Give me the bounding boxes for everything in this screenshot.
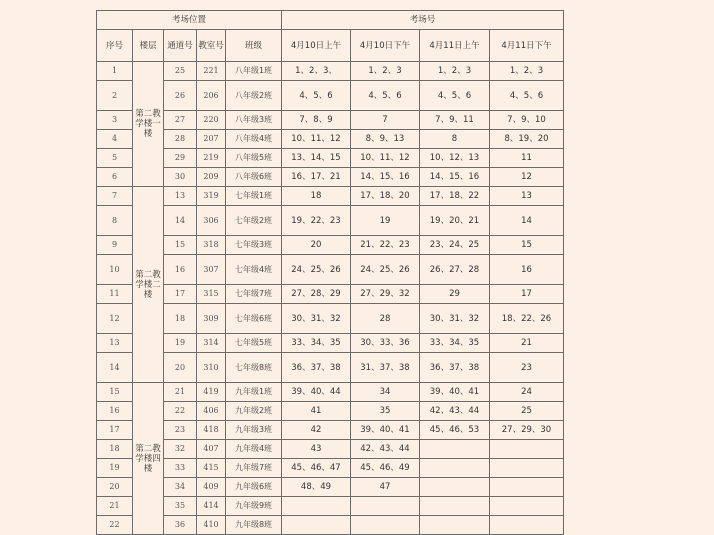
seq-cell: 9 xyxy=(97,236,133,255)
class-cell: 八年级1班 xyxy=(226,62,282,81)
seq-cell: 7 xyxy=(97,187,133,206)
exam-room-cell: 1、2、3、 xyxy=(282,62,351,81)
exam-room-cell: 21、22、23 xyxy=(351,236,420,255)
column-header: 4月10日上午 xyxy=(282,30,351,62)
exam-room-cell: 19、22、23 xyxy=(282,206,351,236)
table-row xyxy=(97,459,564,478)
group-header-exam: 考场号 xyxy=(282,11,564,30)
room-cell: 318 xyxy=(197,236,226,255)
table-row xyxy=(97,421,564,440)
exam-room-cell: 17、18、20 xyxy=(351,187,420,206)
exam-room-cell: 8 xyxy=(420,130,490,149)
exam-room-cell: 4、5、6 xyxy=(351,81,420,111)
seq-cell: 14 xyxy=(97,353,133,383)
seq-cell: 16 xyxy=(97,402,133,421)
group-header-location: 考场位置 xyxy=(97,11,282,30)
exam-room-cell: 24 xyxy=(490,383,564,402)
class-cell: 九年级9班 xyxy=(226,497,282,516)
column-header: 4月10日下午 xyxy=(351,30,420,62)
exam-room-cell: 7 xyxy=(351,111,420,130)
table-row xyxy=(97,81,564,111)
seq-cell: 18 xyxy=(97,440,133,459)
table-row xyxy=(97,478,564,497)
exam-room-cell: 23 xyxy=(490,353,564,383)
channel-cell: 27 xyxy=(164,111,197,130)
exam-room-cell: 42 xyxy=(282,421,351,440)
exam-room-table xyxy=(96,10,564,535)
exam-room-cell: 14 xyxy=(490,206,564,236)
seq-cell: 6 xyxy=(97,168,133,187)
table-row xyxy=(97,111,564,130)
exam-room-cell: 17、18、22 xyxy=(420,187,490,206)
class-cell: 八年级5班 xyxy=(226,149,282,168)
exam-room-cell: 39、40、44 xyxy=(282,383,351,402)
seq-cell: 12 xyxy=(97,304,133,334)
exam-room-cell: 15 xyxy=(490,236,564,255)
exam-room-cell: 33、34、35 xyxy=(420,334,490,353)
table-row xyxy=(97,285,564,304)
table-row xyxy=(97,149,564,168)
room-cell: 206 xyxy=(197,81,226,111)
seq-cell: 21 xyxy=(97,497,133,516)
room-cell: 307 xyxy=(197,255,226,285)
exam-room-cell: 12 xyxy=(490,168,564,187)
exam-room-cell: 16 xyxy=(490,255,564,285)
table-row xyxy=(97,304,564,334)
exam-room-cell: 11 xyxy=(490,149,564,168)
exam-room-cell xyxy=(420,459,490,478)
table-row xyxy=(97,206,564,236)
exam-room-cell xyxy=(490,497,564,516)
exam-room-cell: 17 xyxy=(490,285,564,304)
exam-room-cell: 8、9、13 xyxy=(351,130,420,149)
class-cell: 八年级4班 xyxy=(226,130,282,149)
exam-room-cell: 14、15、16 xyxy=(420,168,490,187)
exam-room-cell: 42、43、44 xyxy=(420,402,490,421)
exam-room-cell: 35 xyxy=(351,402,420,421)
floor-cell: 第二教学楼四楼 xyxy=(133,383,164,535)
seq-cell: 15 xyxy=(97,383,133,402)
channel-cell: 23 xyxy=(164,421,197,440)
table-row xyxy=(97,353,564,383)
class-cell: 七年级8班 xyxy=(226,353,282,383)
exam-room-cell: 26、27、28 xyxy=(420,255,490,285)
channel-cell: 33 xyxy=(164,459,197,478)
exam-room-cell xyxy=(420,497,490,516)
exam-room-cell: 16、17、21 xyxy=(282,168,351,187)
exam-room-cell: 34 xyxy=(351,383,420,402)
exam-room-cell: 18 xyxy=(282,187,351,206)
floor-cell: 第二教学楼二楼 xyxy=(133,187,164,383)
room-cell: 221 xyxy=(197,62,226,81)
channel-cell: 19 xyxy=(164,334,197,353)
exam-room-cell: 28 xyxy=(351,304,420,334)
exam-room-cell xyxy=(490,440,564,459)
class-cell: 八年级2班 xyxy=(226,81,282,111)
seq-cell: 20 xyxy=(97,478,133,497)
table-row xyxy=(97,255,564,285)
exam-room-cell xyxy=(351,497,420,516)
exam-room-cell: 7、9、11 xyxy=(420,111,490,130)
exam-room-cell: 21 xyxy=(490,334,564,353)
exam-room-cell: 24、25、26 xyxy=(282,255,351,285)
exam-room-cell: 27、29、32 xyxy=(351,285,420,304)
table-row xyxy=(97,130,564,149)
room-cell: 219 xyxy=(197,149,226,168)
seq-cell: 5 xyxy=(97,149,133,168)
exam-room-cell: 29 xyxy=(420,285,490,304)
room-cell: 406 xyxy=(197,402,226,421)
column-header: 教室号 xyxy=(197,30,226,62)
exam-room-cell: 20 xyxy=(282,236,351,255)
room-cell: 314 xyxy=(197,334,226,353)
room-cell: 409 xyxy=(197,478,226,497)
exam-room-cell: 10、12、13 xyxy=(420,149,490,168)
room-cell: 419 xyxy=(197,383,226,402)
exam-room-cell: 42、43、44 xyxy=(351,440,420,459)
room-cell: 410 xyxy=(197,516,226,535)
exam-room-cell: 27、28、29 xyxy=(282,285,351,304)
class-cell: 九年级7班 xyxy=(226,459,282,478)
channel-cell: 15 xyxy=(164,236,197,255)
table-row xyxy=(97,334,564,353)
exam-room-cell: 33、34、35 xyxy=(282,334,351,353)
exam-room-cell: 30、31、32 xyxy=(282,304,351,334)
class-cell: 九年级8班 xyxy=(226,516,282,535)
channel-cell: 34 xyxy=(164,478,197,497)
room-cell: 418 xyxy=(197,421,226,440)
exam-room-cell: 13 xyxy=(490,187,564,206)
class-cell: 七年级4班 xyxy=(226,255,282,285)
room-cell: 310 xyxy=(197,353,226,383)
class-cell: 八年级3班 xyxy=(226,111,282,130)
exam-room-cell: 30、31、32 xyxy=(420,304,490,334)
room-cell: 306 xyxy=(197,206,226,236)
exam-room-cell: 4、5、6 xyxy=(490,81,564,111)
column-header: 4月11日上午 xyxy=(420,30,490,62)
exam-room-cell: 41 xyxy=(282,402,351,421)
room-cell: 407 xyxy=(197,440,226,459)
channel-cell: 14 xyxy=(164,206,197,236)
exam-room-cell: 13、14、15 xyxy=(282,149,351,168)
seq-cell: 11 xyxy=(97,285,133,304)
class-cell: 八年级6班 xyxy=(226,168,282,187)
exam-room-cell: 27、29、30 xyxy=(490,421,564,440)
table-row xyxy=(97,440,564,459)
room-cell: 220 xyxy=(197,111,226,130)
class-cell: 九年级1班 xyxy=(226,383,282,402)
class-cell: 九年级4班 xyxy=(226,440,282,459)
exam-room-cell xyxy=(420,440,490,459)
seq-cell: 13 xyxy=(97,334,133,353)
channel-cell: 29 xyxy=(164,149,197,168)
room-cell: 414 xyxy=(197,497,226,516)
exam-room-cell: 39、40、41 xyxy=(351,421,420,440)
seq-cell: 3 xyxy=(97,111,133,130)
exam-room-cell: 45、46、49 xyxy=(351,459,420,478)
exam-room-cell: 8、19、20 xyxy=(490,130,564,149)
column-header: 通道号 xyxy=(164,30,197,62)
exam-room-cell: 36、37、38 xyxy=(420,353,490,383)
exam-room-cell: 47 xyxy=(351,478,420,497)
column-header-row xyxy=(97,30,564,62)
channel-cell: 26 xyxy=(164,81,197,111)
channel-cell: 28 xyxy=(164,130,197,149)
exam-room-cell: 18、22、26 xyxy=(490,304,564,334)
seq-cell: 22 xyxy=(97,516,133,535)
exam-room-cell: 1、2、3 xyxy=(351,62,420,81)
table-row xyxy=(97,168,564,187)
room-cell: 415 xyxy=(197,459,226,478)
table-row xyxy=(97,383,564,402)
column-header: 班级 xyxy=(226,30,282,62)
exam-room-cell: 19 xyxy=(351,206,420,236)
room-cell: 209 xyxy=(197,168,226,187)
channel-cell: 30 xyxy=(164,168,197,187)
class-cell: 七年级1班 xyxy=(226,187,282,206)
exam-room-cell: 31、37、38 xyxy=(351,353,420,383)
seq-cell: 2 xyxy=(97,81,133,111)
exam-room-cell: 1、2、3 xyxy=(490,62,564,81)
exam-room-cell: 1、2、3 xyxy=(420,62,490,81)
seq-cell: 8 xyxy=(97,206,133,236)
exam-room-cell: 43 xyxy=(282,440,351,459)
class-cell: 九年级3班 xyxy=(226,421,282,440)
channel-cell: 20 xyxy=(164,353,197,383)
table-row xyxy=(97,236,564,255)
channel-cell: 17 xyxy=(164,285,197,304)
class-cell: 七年级2班 xyxy=(226,206,282,236)
seq-cell: 19 xyxy=(97,459,133,478)
room-cell: 319 xyxy=(197,187,226,206)
channel-cell: 25 xyxy=(164,62,197,81)
table-row xyxy=(97,497,564,516)
table-row xyxy=(97,402,564,421)
exam-room-cell: 23、24、25 xyxy=(420,236,490,255)
seq-cell: 10 xyxy=(97,255,133,285)
class-cell: 七年级3班 xyxy=(226,236,282,255)
exam-room-cell: 45、46、53 xyxy=(420,421,490,440)
exam-room-cell: 45、46、47 xyxy=(282,459,351,478)
exam-room-cell: 48、49 xyxy=(282,478,351,497)
seq-cell: 17 xyxy=(97,421,133,440)
table-row xyxy=(97,62,564,81)
seq-cell: 1 xyxy=(97,62,133,81)
exam-room-cell xyxy=(420,478,490,497)
exam-room-cell: 4、5、6 xyxy=(420,81,490,111)
exam-room-cell: 7、8、9 xyxy=(282,111,351,130)
exam-room-cell: 25 xyxy=(490,402,564,421)
room-cell: 309 xyxy=(197,304,226,334)
exam-room-cell xyxy=(282,497,351,516)
exam-room-cell: 19、20、21 xyxy=(420,206,490,236)
exam-room-cell: 14、15、16 xyxy=(351,168,420,187)
exam-room-cell: 10、11、12 xyxy=(351,149,420,168)
channel-cell: 21 xyxy=(164,383,197,402)
class-cell: 七年级7班 xyxy=(226,285,282,304)
channel-cell: 32 xyxy=(164,440,197,459)
column-header: 序号 xyxy=(97,30,133,62)
class-cell: 九年级2班 xyxy=(226,402,282,421)
channel-cell: 36 xyxy=(164,516,197,535)
channel-cell: 35 xyxy=(164,497,197,516)
exam-room-cell xyxy=(490,478,564,497)
channel-cell: 16 xyxy=(164,255,197,285)
exam-room-cell xyxy=(490,459,564,478)
exam-room-cell: 30、33、36 xyxy=(351,334,420,353)
column-header: 4月11日下午 xyxy=(490,30,564,62)
exam-room-cell: 7、9、10 xyxy=(490,111,564,130)
column-header: 楼层 xyxy=(133,30,164,62)
channel-cell: 18 xyxy=(164,304,197,334)
room-cell: 207 xyxy=(197,130,226,149)
channel-cell: 13 xyxy=(164,187,197,206)
seq-cell: 4 xyxy=(97,130,133,149)
class-cell: 七年级5班 xyxy=(226,334,282,353)
exam-room-cell: 36、37、38 xyxy=(282,353,351,383)
table-row xyxy=(97,187,564,206)
exam-room-cell: 24、25、26 xyxy=(351,255,420,285)
floor-cell: 第二教学楼一楼 xyxy=(133,62,164,187)
exam-room-cell: 10、11、12 xyxy=(282,130,351,149)
exam-room-cell: 39、40、41 xyxy=(420,383,490,402)
class-cell: 九年级6班 xyxy=(226,478,282,497)
class-cell: 七年级6班 xyxy=(226,304,282,334)
exam-room-cell: 4、5、6 xyxy=(282,81,351,111)
room-cell: 315 xyxy=(197,285,226,304)
group-header-row xyxy=(97,11,564,30)
channel-cell: 22 xyxy=(164,402,197,421)
